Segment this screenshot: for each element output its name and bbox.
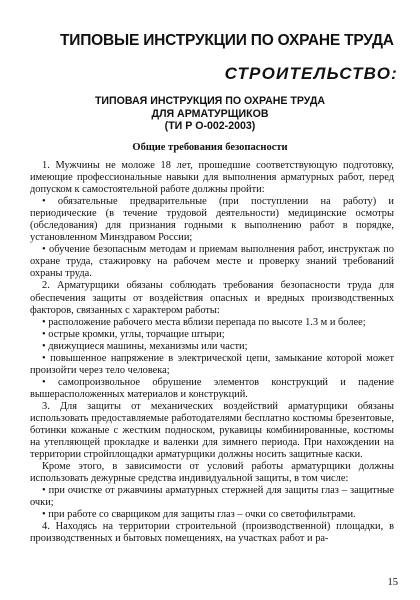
paragraph: 1. Мужчины не моложе 18 лет, прошедшие соответствующую подготовку, имеющие профессиональные навыки для выполнения арматурных работ, перед допуском к самостоятельной работе должны пройти: (30, 160, 394, 196)
list-item: • обязательные предварительные (при поступлении на работу) и периодические (в течение трудовой деятельности) медицинские осмотры (обследования) для признания годными к выполнению работ в порядке, установленном Минздравом России; (30, 196, 394, 244)
page-number: 15 (387, 577, 398, 588)
list-item: • движущиеся машины, механизмы или части; (42, 340, 248, 352)
paragraph: 4. Находясь на территории строительной (производственной) площадки, в производственных и бытовых помещениях, на участках работ и ра- (30, 521, 394, 545)
list-item: • расположение рабочего места вблизи перепада по высоте 1.3 м и более; (42, 316, 366, 328)
document-title (60, 95, 360, 133)
section-head: СТРОИТЕЛЬСТВО: (224, 64, 398, 83)
list-item: • острые кромки, углы, торчащие штыри; (42, 328, 225, 340)
list-item: • при очистке от ржавчины арматурных стержней для защиты глаз – защитные очки; (30, 485, 394, 509)
paragraph: 3. Для защиты от механических воздействий арматурщики обязаны использовать предоставляемые работодателями бесплатно костюмы брезентовые, ботинки кожаные с жестким подноском, рукавицы комбинированные, костюмы на утепляющей прокладке и валенки для зимнего периода. При нахождении на территории стройплощадки арматурщики должны носить защитные каски. (30, 400, 394, 461)
subheading: Общие требования безопасности (132, 142, 288, 153)
running-head: ТИПОВЫЕ ИНСТРУКЦИИ ПО ОХРАНЕ ТРУДА (60, 32, 394, 49)
document-title-line: ДЛЯ АРМАТУРЩИКОВ (151, 107, 269, 120)
list-item: • повышенное напряжение в электрической цепи, замыкание которой может произойти через тело человека; (30, 352, 394, 376)
document-title-line: ТИПОВАЯ ИНСТРУКЦИЯ ПО ОХРАНЕ ТРУДА (94, 95, 326, 107)
list-item: • при работе со сварщиком для защиты глаз – очки со светофильтрами. (42, 509, 356, 521)
body-text (30, 160, 394, 546)
paragraph: 2. Арматурщики обязаны соблюдать требования безопасности труда для обеспечения защиты от воздействия опасных и вредных производственных факторов, связанных с характером работы: (30, 280, 394, 316)
list-item: • обучение безопасным методам и приемам выполнения работ, инструктаж по охране труда, стажировку на рабочем месте и проверку знаний требований охраны труда. (30, 244, 394, 280)
list-item: • самопроизвольное обрушение элементов конструкций и падение вышерасположенных материалов и конструкций. (30, 376, 394, 400)
paragraph: Кроме этого, в зависимости от условий работы арматурщики должны использовать дежурные средства индивидуальной защиты, в том числе: (30, 461, 394, 485)
document-title-line: (ТИ Р О-002-2003) (164, 120, 256, 132)
